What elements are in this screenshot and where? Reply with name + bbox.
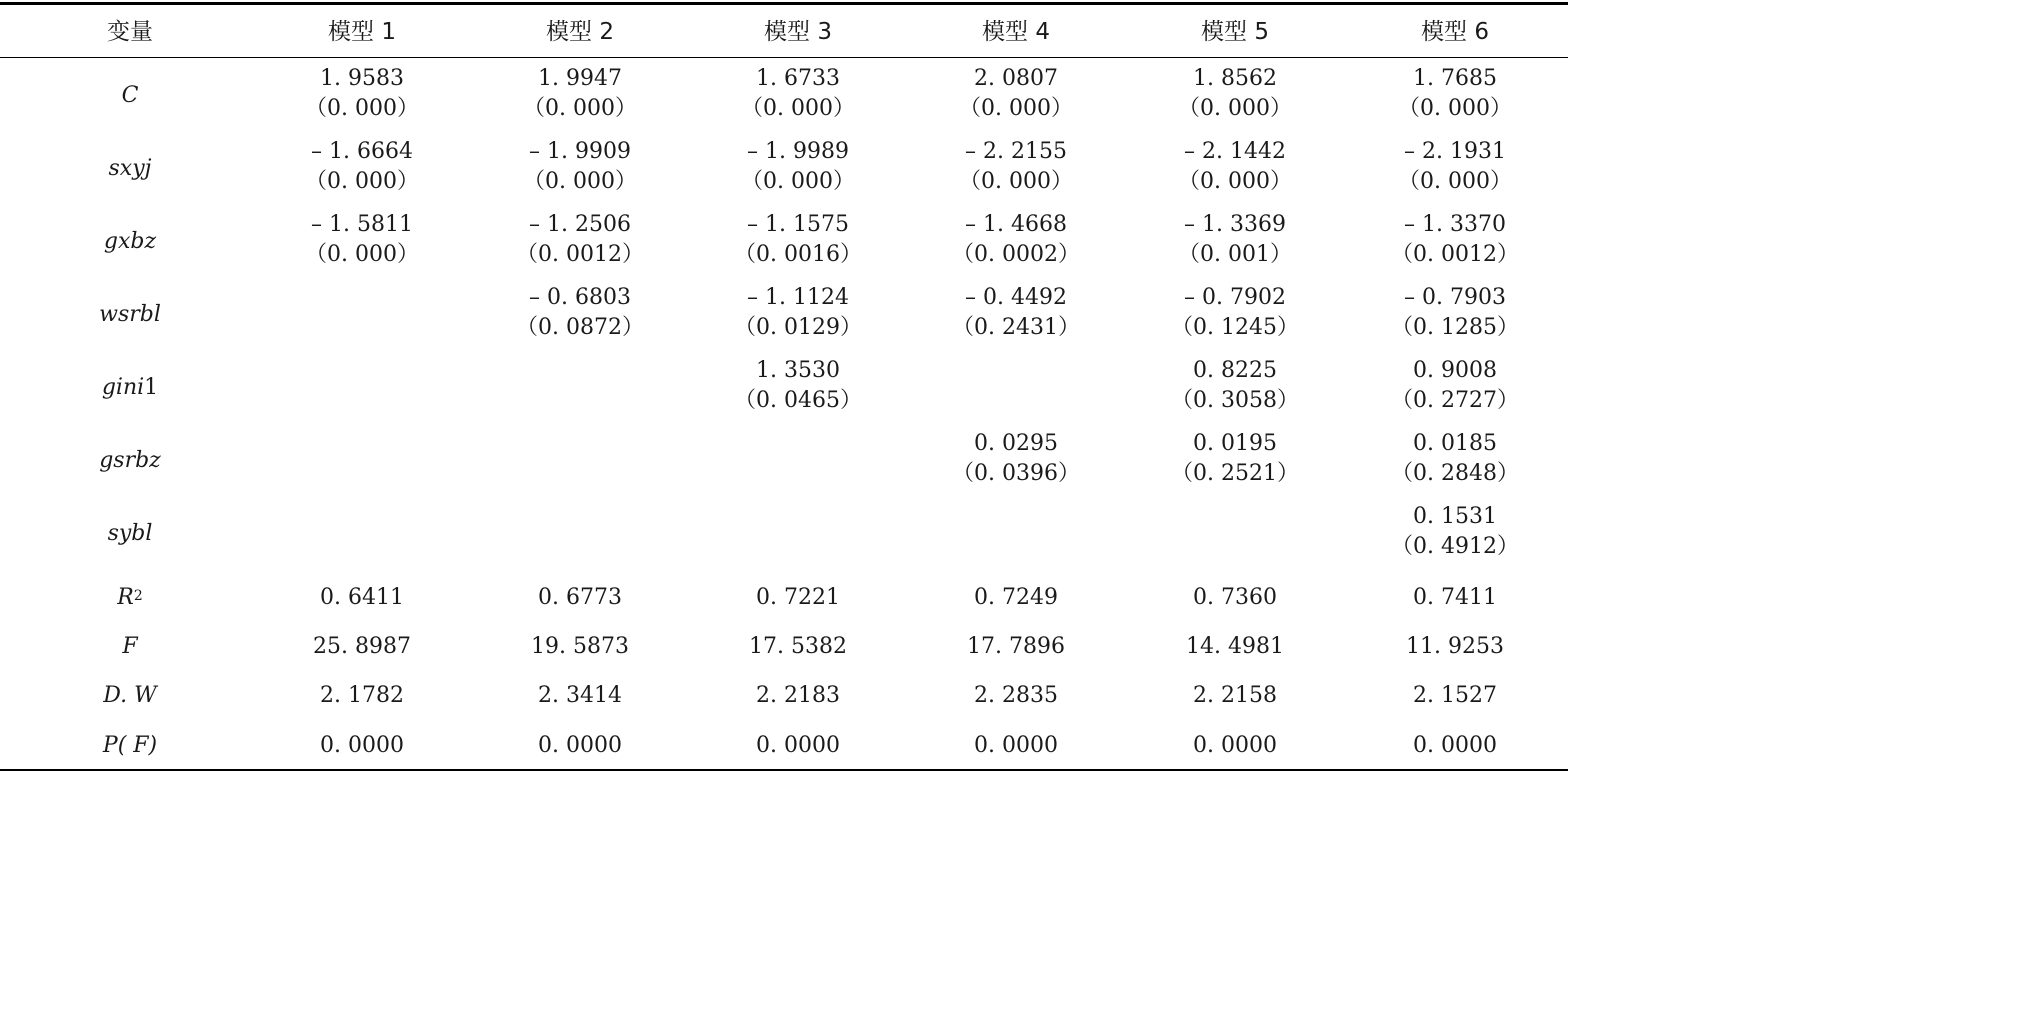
variable-name [10, 154, 250, 184]
header-label: 模型 5 [1201, 19, 1269, 45]
coef-value: – 1. 4668 [965, 212, 1067, 237]
stat-cell [678, 681, 918, 711]
stat-value: 0. 7249 [974, 585, 1058, 610]
coef-cell [896, 283, 1136, 343]
coef-value: – 2. 1442 [1184, 139, 1286, 164]
coef-value: 0. 9008 [1413, 358, 1497, 383]
p-value: （0. 2727） [1391, 388, 1519, 413]
coef-value: – 1. 9909 [529, 139, 631, 164]
coef-value: – 0. 6803 [529, 285, 631, 310]
stat-name [10, 681, 250, 711]
coef-cell [678, 210, 918, 270]
coef-cell [1335, 210, 1575, 270]
coef-value: – 2. 1931 [1404, 139, 1506, 164]
header-variable [10, 17, 250, 47]
coef-value: – 2. 2155 [965, 139, 1067, 164]
p-value: （0. 2431） [952, 315, 1080, 340]
coef-cell [242, 64, 482, 124]
coef-cell [1115, 283, 1355, 343]
coef-value: 1. 9583 [320, 66, 404, 91]
stat-name [10, 731, 250, 761]
coef-value: – 1. 1575 [747, 212, 849, 237]
stat-label-paren: ( F) [117, 733, 158, 758]
stat-cell [1335, 583, 1575, 613]
stat-cell [678, 583, 918, 613]
coef-cell [1335, 429, 1575, 489]
stat-value: 2. 2183 [756, 683, 840, 708]
top-rule [0, 2, 1568, 5]
stat-value: 14. 4981 [1186, 634, 1284, 659]
p-value: （0. 2848） [1391, 461, 1519, 486]
stat-superscript: 2 [133, 588, 143, 604]
p-value: （0. 2521） [1171, 461, 1299, 486]
coef-cell [1335, 283, 1575, 343]
header-model [896, 17, 1136, 47]
p-value: （0. 000） [959, 96, 1073, 121]
stat-cell [896, 731, 1136, 761]
stat-value: 17. 5382 [749, 634, 847, 659]
p-value: （0. 000） [305, 96, 419, 121]
stat-value: 0. 0000 [1413, 733, 1497, 758]
coef-cell [678, 64, 918, 124]
stat-cell [242, 583, 482, 613]
stat-value: 0. 7411 [1413, 585, 1497, 610]
coef-cell [460, 283, 700, 343]
coef-value: 1. 9947 [538, 66, 622, 91]
stat-value: 25. 8987 [313, 634, 411, 659]
p-value: （0. 000） [1398, 169, 1512, 194]
p-value: （0. 000） [1398, 96, 1512, 121]
header-label: 模型 1 [328, 19, 396, 45]
coef-cell [678, 137, 918, 197]
header-label: 模型 6 [1421, 19, 1489, 45]
p-value: （0. 000） [305, 169, 419, 194]
coef-value: – 1. 2506 [529, 212, 631, 237]
coef-value: 0. 0185 [1413, 431, 1497, 456]
coef-value: – 1. 3370 [1404, 212, 1506, 237]
stat-cell [896, 632, 1136, 662]
coef-cell [460, 137, 700, 197]
coef-value: 1. 8562 [1193, 66, 1277, 91]
coef-value: – 0. 7903 [1404, 285, 1506, 310]
variable-suffix: 1 [144, 375, 159, 400]
coef-cell [1115, 356, 1355, 416]
coef-value: 0. 0195 [1193, 431, 1277, 456]
p-value: （0. 000） [523, 169, 637, 194]
stat-value: 0. 7360 [1193, 585, 1277, 610]
stat-cell [1115, 632, 1355, 662]
coef-cell [678, 356, 918, 416]
variable-label: gini [101, 375, 145, 400]
variable-name [10, 300, 250, 330]
stat-value: 0. 6773 [538, 585, 622, 610]
stat-cell [460, 583, 700, 613]
header-rule [0, 57, 1568, 58]
stat-label: P [102, 733, 118, 758]
header-model [1115, 17, 1355, 47]
stat-cell [460, 681, 700, 711]
stat-value: 0. 0000 [1193, 733, 1277, 758]
p-value: （0. 1245） [1171, 315, 1299, 340]
variable-label: sxyj [108, 156, 152, 181]
stat-cell [1115, 731, 1355, 761]
stat-value: 2. 1527 [1413, 683, 1497, 708]
coef-cell [1335, 502, 1575, 562]
p-value: （0. 0872） [516, 315, 644, 340]
coef-cell [896, 137, 1136, 197]
coef-cell [1115, 64, 1355, 124]
coef-cell [896, 210, 1136, 270]
p-value: （0. 000） [523, 96, 637, 121]
coef-value: – 1. 1124 [747, 285, 849, 310]
header-label: 模型 4 [982, 19, 1050, 45]
p-value: （0. 001） [1178, 242, 1292, 267]
variable-name [10, 227, 250, 257]
p-value: （0. 0396） [952, 461, 1080, 486]
stat-cell [242, 681, 482, 711]
stat-cell [678, 731, 918, 761]
p-value: （0. 0012） [516, 242, 644, 267]
stat-label: R [117, 585, 134, 610]
stat-value: 0. 0000 [538, 733, 622, 758]
coef-cell [896, 64, 1136, 124]
coef-value: – 0. 7902 [1184, 285, 1286, 310]
stat-cell [896, 681, 1136, 711]
p-value: （0. 000） [305, 242, 419, 267]
coef-cell [460, 210, 700, 270]
stat-cell [242, 632, 482, 662]
p-value: （0. 0465） [734, 388, 862, 413]
bottom-rule [0, 769, 1568, 771]
variable-name [10, 373, 250, 403]
coef-cell [460, 64, 700, 124]
variable-label: gsrbz [99, 448, 161, 473]
stat-cell [242, 731, 482, 761]
p-value: （0. 0016） [734, 242, 862, 267]
variable-name [10, 519, 250, 549]
coef-value: 1. 6733 [756, 66, 840, 91]
variable-label: wsrbl [99, 302, 161, 327]
stat-cell [678, 632, 918, 662]
coef-value: – 0. 4492 [965, 285, 1067, 310]
coef-cell [242, 210, 482, 270]
p-value: （0. 4912） [1391, 534, 1519, 559]
stat-cell [1335, 681, 1575, 711]
coef-cell [1115, 429, 1355, 489]
p-value: （0. 000） [1178, 96, 1292, 121]
coef-cell [1335, 356, 1575, 416]
stat-cell [1335, 731, 1575, 761]
stat-value: 2. 3414 [538, 683, 622, 708]
coef-cell [1335, 64, 1575, 124]
variable-label: gxbz [103, 229, 157, 254]
coef-cell [1115, 137, 1355, 197]
header-model [460, 17, 700, 47]
stat-label: F [122, 634, 138, 659]
stat-value: 2. 2835 [974, 683, 1058, 708]
p-value: （0. 1285） [1391, 315, 1519, 340]
p-value: （0. 000） [959, 169, 1073, 194]
stat-value: 19. 5873 [531, 634, 629, 659]
coef-value: – 1. 9989 [747, 139, 849, 164]
stat-value: 0. 7221 [756, 585, 840, 610]
coef-value: 0. 8225 [1193, 358, 1277, 383]
coef-value: 1. 7685 [1413, 66, 1497, 91]
stat-value: 2. 1782 [320, 683, 404, 708]
p-value: （0. 000） [741, 96, 855, 121]
variable-label: C [121, 83, 139, 108]
stat-label: D. W [103, 683, 157, 708]
stat-value: 17. 7896 [967, 634, 1065, 659]
header-model [1335, 17, 1575, 47]
variable-label: sybl [107, 521, 153, 546]
p-value: （0. 000） [741, 169, 855, 194]
coef-value: – 1. 5811 [311, 212, 413, 237]
p-value: （0. 0002） [952, 242, 1080, 267]
coef-cell [242, 137, 482, 197]
coef-value: – 1. 3369 [1184, 212, 1286, 237]
stat-cell [460, 632, 700, 662]
p-value: （0. 3058） [1171, 388, 1299, 413]
p-value: （0. 0012） [1391, 242, 1519, 267]
coef-value: 1. 3530 [756, 358, 840, 383]
p-value: （0. 000） [1178, 169, 1292, 194]
stat-cell [1335, 632, 1575, 662]
coef-value: 0. 1531 [1413, 504, 1497, 529]
header-model [678, 17, 918, 47]
stat-cell [1115, 583, 1355, 613]
header-label: 变量 [107, 19, 153, 45]
stat-value: 11. 9253 [1406, 634, 1504, 659]
coef-value: 0. 0295 [974, 431, 1058, 456]
coef-cell [678, 283, 918, 343]
coef-cell [1115, 210, 1355, 270]
stat-cell [1115, 681, 1355, 711]
stat-name [10, 583, 250, 615]
header-model [242, 17, 482, 47]
variable-name [10, 81, 250, 111]
coef-value: – 1. 6664 [311, 139, 413, 164]
stat-value: 0. 6411 [320, 585, 404, 610]
stat-name [10, 632, 250, 662]
stat-value: 0. 0000 [756, 733, 840, 758]
variable-name [10, 446, 250, 476]
p-value: （0. 0129） [734, 315, 862, 340]
stat-value: 0. 0000 [320, 733, 404, 758]
coef-cell [896, 429, 1136, 489]
header-label: 模型 2 [546, 19, 614, 45]
stat-cell [460, 731, 700, 761]
coef-value: 2. 0807 [974, 66, 1058, 91]
stat-value: 2. 2158 [1193, 683, 1277, 708]
coef-cell [1335, 137, 1575, 197]
stat-cell [896, 583, 1136, 613]
stat-value: 0. 0000 [974, 733, 1058, 758]
header-label: 模型 3 [764, 19, 832, 45]
